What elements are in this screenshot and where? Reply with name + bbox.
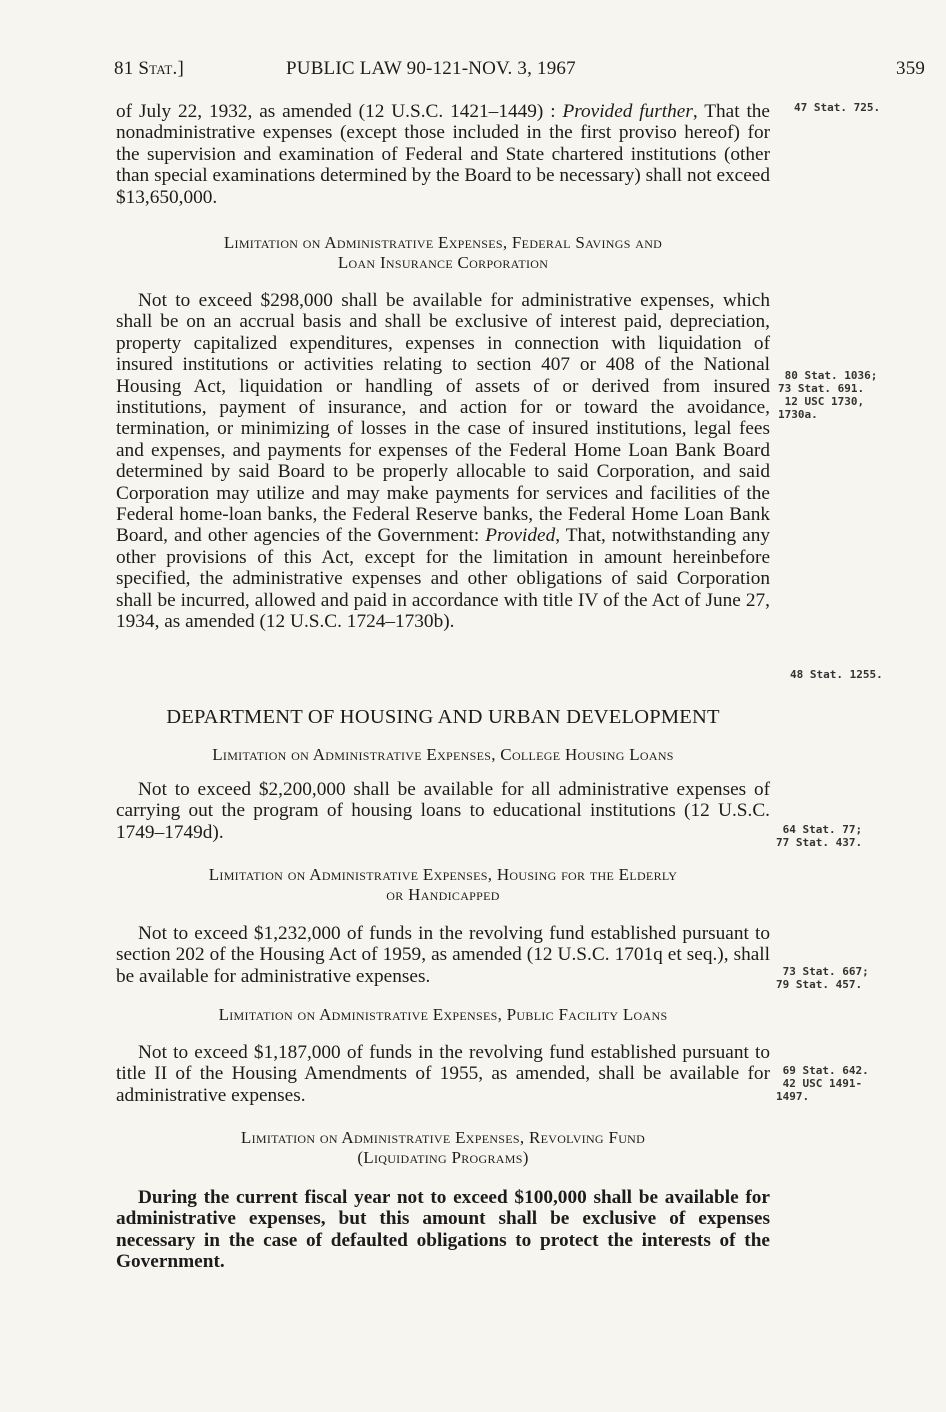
paragraph-revolving-fund <box>116 1187 770 1273</box>
para1-text-b: , That the nonadministrative expenses (except those included in the first proviso hereof) for the supervision and examination of Federal and State chartered institutions (other than special examinations determined by the Board to be necessary) shall not exceed $13,650,000. <box>116 101 770 208</box>
heading-elderly-line1: Limitation on Administrative Expenses, Housing for the Elderly <box>208 865 678 884</box>
heading-fslic <box>116 233 770 273</box>
paragraph-fslic-expenses <box>116 290 770 633</box>
paragraph-elderly-housing <box>116 923 770 987</box>
header-public-law-title: PUBLIC LAW 90-121-NOV. 3, 1967 <box>286 58 576 79</box>
heading-college-housing <box>116 745 770 765</box>
heading-fslic-line1: Limitation on Administrative Expenses, Federal Savings and <box>223 233 663 252</box>
margin-note-73-stat: 73 Stat. 667; 79 Stat. 457. <box>776 965 869 991</box>
para6-text: During the current fiscal year not to exceed $100,000 shall be available for administrative expenses, but this amount shall be exclusive of expenses necessary in the case of defaulted obligations to protect the interests of the Government. <box>116 1187 770 1273</box>
header-stat-reference: 81 Stat.] <box>114 58 184 79</box>
department-heading <box>116 706 770 729</box>
para2-text-a: Not to exceed $298,000 shall be available for administrative expenses, which shall be on an accrual basis and shall be exclusive of interest paid, depreciation, property capitalized expenditures, expenses in connection with liquidation of insured institutions or activities relating to section 407 or 408 of the National Housing Act, liquidation or handling of assets of or derived from insured institutions, payment of insurance, and action for or toward the avoidance, termination, or minimizing of losses in the case of insured institutions, legal fees and expenses, and payments for expenses of the Federal Home Loan Bank Board determined by said Board to be properly allocable to said Corporation, and said Corporation may utilize and may make payments for services and facilities of the Federal home-loan banks, the Federal Reserve banks, the Federal Home Loan Bank Board, and other agencies of the Government: <box>116 290 770 547</box>
para3-text: Not to exceed $2,200,000 shall be available for all administrative expenses of carrying out the program of housing loans to educational institutions (12 U.S.C. 1749–1749d). <box>116 779 770 843</box>
page-number: 359 <box>896 58 926 79</box>
para1-text-a: of July 22, 1932, as amended (12 U.S.C. 1421–1449) : <box>116 101 563 122</box>
paragraph-college-housing <box>116 779 770 843</box>
heading-college-housing-text: Limitation on Administrative Expenses, College Housing Loans <box>212 745 674 764</box>
department-heading-text: DEPARTMENT OF HOUSING AND URBAN DEVELOPMENT <box>166 706 720 728</box>
heading-public-facility-text: Limitation on Administrative Expenses, Public Facility Loans <box>218 1005 668 1024</box>
heading-elderly-housing <box>116 865 770 905</box>
para4-text: Not to exceed $1,232,000 of funds in the revolving fund established pursuant to section 202 of the Housing Act of 1959, as amended (12 U.S.C. 1701q et seq.), shall be available for administrative expenses. <box>116 923 770 987</box>
margin-note-64-stat: 64 Stat. 77; 77 Stat. 437. <box>776 823 863 849</box>
heading-revolving-fund <box>116 1128 770 1168</box>
heading-fslic-line2: Loan Insurance Corporation <box>337 253 549 272</box>
para5-text: Not to exceed $1,187,000 of funds in the revolving fund established pursuant to title II of the Housing Amendments of 1955, as amended, shall be available for administrative expenses. <box>116 1042 770 1106</box>
para2-text-b: , That, notwithstanding any other provisions of this Act, except for the limitation in amount hereinbefore specified, the administrative expenses and other obligations of said Corporation shall be incurred, allowed and paid in accordance with title IV of the Act of June 27, 1934, as amended (12 U.S.C. 1724–1730b). <box>116 525 770 633</box>
margin-note-48-stat: 48 Stat. 1255. <box>790 668 883 681</box>
paragraph-nonadministrative-expenses <box>116 101 770 208</box>
heading-revolving-line2: (Liquidating Programs) <box>357 1148 529 1167</box>
para2-italic-provided: Provided <box>485 525 556 547</box>
heading-revolving-line1: Limitation on Administrative Expenses, Revolving Fund <box>240 1128 646 1147</box>
heading-elderly-line2: or Handicapped <box>386 885 500 904</box>
margin-note-80-stat: 80 Stat. 1036; 73 Stat. 691. 12 USC 1730, 1730a. <box>778 369 878 421</box>
margin-note-47-stat: 47 Stat. 725. <box>794 101 881 114</box>
paragraph-public-facility <box>116 1042 770 1106</box>
heading-public-facility <box>116 1005 770 1025</box>
para1-italic-provided-further: Provided further <box>562 101 693 122</box>
margin-note-69-stat: 69 Stat. 642. 42 USC 1491- 1497. <box>776 1064 869 1103</box>
